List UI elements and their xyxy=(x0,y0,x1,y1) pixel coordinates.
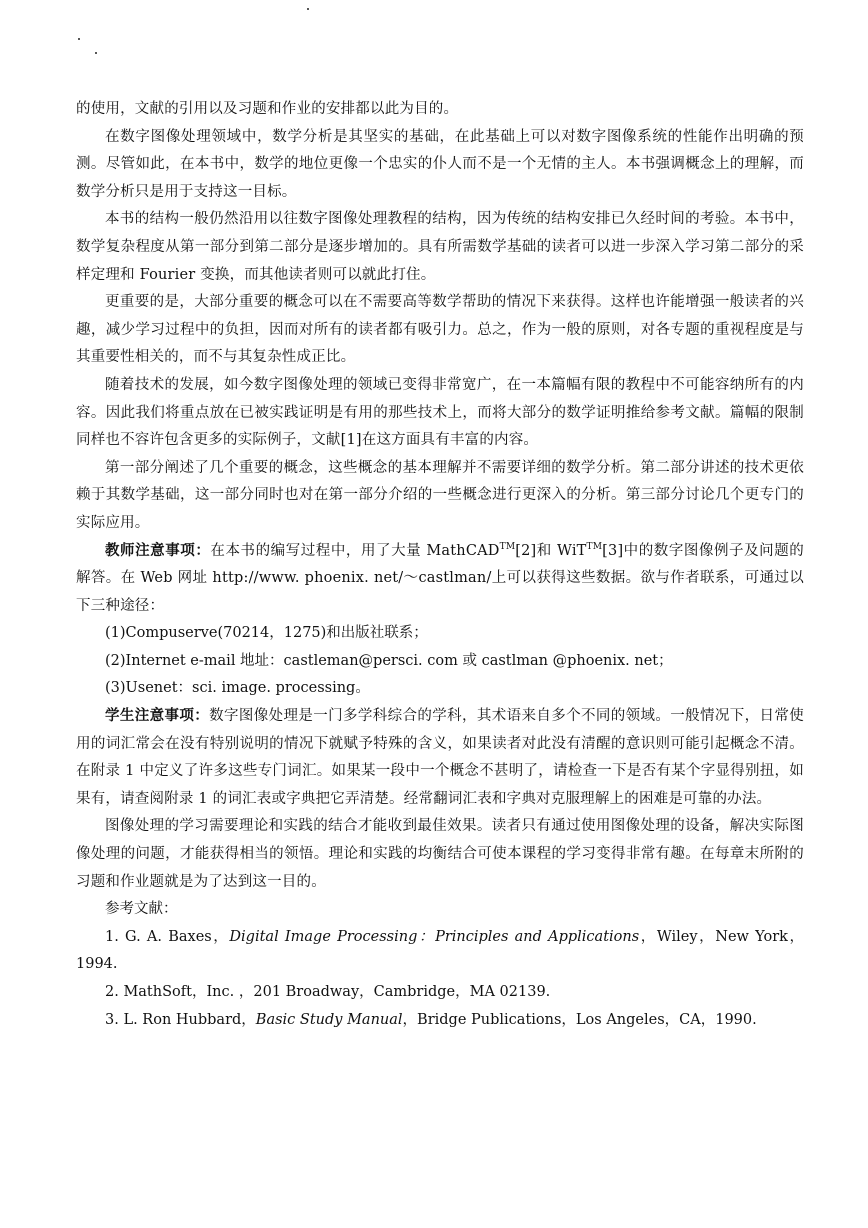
reference-item-2: 2. MathSoft，Inc. ，201 Broadway，Cambridge，MA 02139. xyxy=(105,984,551,1000)
contact-item-compuserve: (1)Compuserve(70214，1275)和出版社联系； xyxy=(105,625,428,642)
student-note xyxy=(76,703,804,813)
teacher-note-lead: 教师注意事项： xyxy=(105,542,211,559)
teacher-note-text-3: [3]中的数字图像例子及问题的解答。在 Web 网址 http://www. phoenix. net/～castlman/上可以获得这些数据。欲与作者联系，可通过以下三种途径： xyxy=(76,542,804,614)
reference-1-authors: 1. G. A. Baxes， xyxy=(105,928,230,945)
references-heading: 参考文献： xyxy=(105,901,178,918)
trademark-mathcad: TM xyxy=(499,541,516,552)
teacher-note-text-2: [2]和 WiT xyxy=(515,542,587,559)
contact-item-usenet: (3)Usenet：sci. image. processing。 xyxy=(105,680,370,697)
paragraph-parts-overview: 第一部分阐述了几个重要的概念，这些概念的基本理解并不需要详细的数学分析。第二部分讲述的技术更依赖于其数学基础，这一部分同时也对在第一部分介绍的一些概念进行更深入的分析。第三部分讨论几个更专门的实际应用。 xyxy=(76,459,804,531)
reference-item-1 xyxy=(76,924,804,979)
reference-3-title: Basic Study Manual xyxy=(255,1011,403,1028)
contact-list xyxy=(76,620,804,703)
paragraph-scope: 随着技术的发展，如今数字图像处理的领域已变得非常宽广，在一本篇幅有限的教程中不可能容纳所有的内容。因此我们将重点放在已被实践证明是有用的那些技术上，而将大部分的数学证明推给参考文献。篇幅的限制同样也不容许包含更多的实际例子，文献[1]在这方面具有丰富的内容。 xyxy=(76,376,804,449)
reference-3-author: 3. L. Ron Hubbard， xyxy=(105,1011,256,1028)
references xyxy=(76,896,804,1034)
scan-speck xyxy=(78,38,80,40)
teacher-note-text-1: 在本书的编写过程中，用了大量 MathCAD xyxy=(210,542,500,559)
student-note-text: 数字图像处理是一门多学科综合的学科，其术语来自多个不同的领域。一般情况下，日常使用的词汇常会在没有特别说明的情况下就赋予特殊的含义，如果读者对此没有清醒的意识则可能引起概念不清。在附录 1 中定义了许多这些专门词汇。如果某一段中一个概念不甚明了，请检查一下是否有某个字显得别扭，如果有，请查阅附录 1 的词汇表或字典把它弄清楚。经常翻词汇表和字典对克服理解上的困难是可靠的办法。 xyxy=(76,708,804,807)
scan-speck xyxy=(307,8,309,10)
paragraph-concepts: 更重要的是，大部分重要的概念可以在不需要高等数学帮助的情况下来获得。这样也许能增强一般读者的兴趣，减少学习过程中的负担，因而对所有的读者都有吸引力。总之，作为一般的原则，对各专题的重视程度是与其重要性相关的，而不与其复杂性成正比。 xyxy=(76,294,804,366)
paragraph-math-role: 在数字图像处理领域中，数学分析是其坚实的基础，在此基础上可以对数字图像系统的性能作出明确的预测。尽管如此，在本书中，数学的地位更像一个忠实的仆人而不是一个无情的主人。本书强调概念上的理解，而数学分析只是用于支持这一目标。 xyxy=(76,128,804,200)
teacher-note xyxy=(76,538,804,621)
student-note-lead: 学生注意事项： xyxy=(105,708,210,725)
reference-1-title: Digital Image Processing：Principles and Applications xyxy=(229,928,640,945)
paragraph-continuation: 的使用，文献的引用以及习题和作业的安排都以此为目的。 xyxy=(76,101,459,117)
reference-item-3 xyxy=(76,1007,804,1035)
reference-1-publisher: ，Wiley，New York，1994. xyxy=(76,928,805,973)
paragraph-practice: 图像处理的学习需要理论和实践的结合才能收到最佳效果。读者只有通过使用图像处理的设备，解决实际图像处理的问题，才能获得相当的领悟。理论和实践的均衡结合可使本课程的学习变得非常有趣。在每章末所附的习题和作业题就是为了达到这一目的。 xyxy=(76,818,804,890)
trademark-wit: TM xyxy=(586,541,603,552)
paragraph-book-structure: 本书的结构一般仍然沿用以往数字图像处理教程的结构，因为传统的结构安排已久经时间的考验。本书中，数学复杂程度从第一部分到第二部分是逐步增加的。具有所需数学基础的读者可以进一步深入学习第二部分的采样定理和 Fourier 变换，而其他读者则可以就此打住。 xyxy=(76,211,804,283)
scan-speck xyxy=(95,52,97,54)
contact-item-email: (2)Internet e-mail 地址：castleman@persci. com 或 castlman @phoenix. net； xyxy=(105,652,673,669)
document-page xyxy=(76,96,804,1034)
reference-3-publisher: ，Bridge Publications，Los Angeles，CA，1990. xyxy=(402,1011,757,1028)
